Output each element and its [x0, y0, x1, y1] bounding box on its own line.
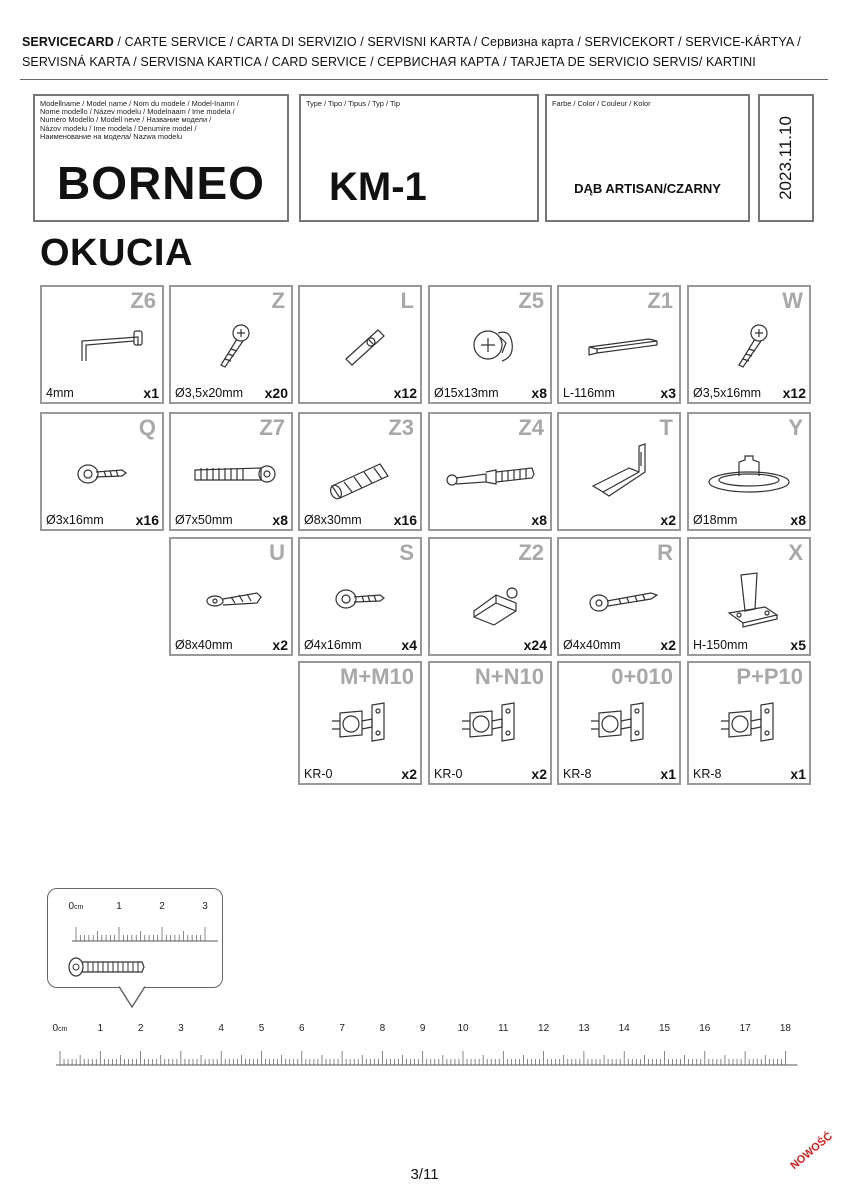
furniture-leg-icon	[699, 567, 801, 629]
part-cell	[298, 412, 422, 531]
ruler-label: 2	[159, 901, 165, 912]
long-screw-icon	[569, 567, 671, 629]
part-dimension: Ø8x30mm	[304, 513, 362, 527]
ruler-label: 11	[498, 1023, 509, 1034]
ruler-label: 16	[699, 1023, 711, 1034]
handle-icon	[569, 315, 671, 377]
section-title: OKUCIA	[40, 232, 193, 274]
header-divider	[20, 79, 828, 80]
ruler-label: 8	[379, 1023, 386, 1034]
confirmat-screw-icon	[69, 958, 144, 976]
big-ruler	[40, 1015, 810, 1075]
part-cell	[687, 661, 811, 785]
part-code: Q	[138, 415, 156, 440]
part-cell	[169, 412, 293, 531]
part-cell	[428, 661, 552, 785]
part-cell	[428, 285, 552, 404]
ruler-unit: cm	[58, 1026, 68, 1033]
part-cell	[428, 537, 552, 656]
allen-key-icon	[52, 315, 154, 377]
model-name-box	[33, 94, 289, 222]
model-name-label	[40, 100, 239, 141]
date-value: 2023.11.10	[776, 116, 795, 200]
part-dimension: Ø15x13mm	[434, 386, 499, 400]
part-quantity: x4	[401, 637, 417, 653]
ruler-unit: cm	[74, 904, 84, 911]
part-dimension: Ø4x16mm	[304, 638, 362, 652]
part-dimension: Ø18mm	[693, 513, 738, 527]
screw-icon	[699, 315, 801, 377]
ruler-label: 1	[97, 1023, 104, 1034]
washer-screw-icon	[310, 567, 412, 629]
part-code: U	[269, 540, 285, 565]
color-box	[545, 94, 750, 222]
ruler-label: 6	[299, 1023, 305, 1034]
hinge-icon	[699, 691, 801, 753]
part-quantity: x2	[272, 637, 288, 653]
part-code: P+P10	[736, 664, 803, 689]
ruler-label: 0cm	[52, 1023, 68, 1034]
color-label: Farbe / Color / Couleur / Kolor	[552, 99, 651, 108]
ruler-label: 5	[258, 1023, 265, 1034]
model-label-line: Наименование на модела/ Nazwa modelu	[40, 131, 183, 141]
part-quantity: x16	[393, 512, 417, 528]
part-cell	[40, 285, 164, 404]
part-quantity: x16	[135, 512, 159, 528]
ruler-label: 7	[339, 1023, 345, 1034]
part-quantity: x2	[660, 512, 676, 528]
part-code: Z3	[388, 415, 414, 440]
part-quantity: x12	[782, 385, 806, 401]
part-code: Z1	[647, 288, 673, 313]
part-cell	[40, 412, 164, 531]
part-quantity: x12	[393, 385, 417, 401]
part-quantity: x2	[660, 637, 676, 653]
wall-bracket-icon	[569, 442, 671, 504]
part-cell	[557, 661, 681, 785]
ruler-label: 13	[578, 1023, 590, 1034]
part-cell	[298, 661, 422, 785]
part-dimension: KR-0	[304, 767, 333, 781]
part-code: Z7	[259, 415, 285, 440]
new-stamp: NOWOŚĆ	[788, 1130, 835, 1172]
part-quantity: x1	[660, 766, 676, 782]
part-dimension: L-116mm	[563, 386, 615, 400]
hinge-icon	[440, 691, 542, 753]
ruler-label: 3	[202, 901, 208, 912]
part-dimension: Ø3,5x16mm	[693, 386, 762, 400]
type-box	[299, 94, 539, 222]
hinge-icon	[569, 691, 671, 753]
shelf-pin-icon	[310, 315, 412, 377]
part-cell	[557, 412, 681, 531]
part-cell	[298, 285, 422, 404]
part-code: L	[400, 288, 414, 313]
model-label-line: Numéro Modello / Modell neve / Название модели /	[40, 115, 212, 125]
part-dimension: Ø8x40mm	[175, 638, 233, 652]
ruler-label: 10	[457, 1023, 469, 1034]
ruler-label: 17	[739, 1023, 751, 1034]
type-value: KM-1	[329, 165, 427, 209]
ruler-label: 15	[658, 1023, 671, 1034]
part-code: Z	[271, 288, 285, 313]
part-code: Y	[788, 415, 803, 440]
date-box	[758, 94, 814, 222]
part-dimension: KR-8	[563, 767, 592, 781]
wooden-dowel-icon	[310, 442, 412, 504]
part-code: Z5	[518, 288, 544, 313]
header-line-1-rest: / CARTE SERVICE / CARTA DI SERVIZIO / SERVISNI KARTA / Сервизна карта / SERVICEKORT / SERVICE-KÁRTYA /	[113, 35, 801, 49]
hinge-icon	[310, 691, 412, 753]
part-cell	[687, 285, 811, 404]
part-quantity: x8	[531, 385, 547, 401]
part-cell	[169, 285, 293, 404]
part-cell	[687, 537, 811, 656]
ruler-label: 9	[419, 1023, 426, 1034]
type-label: Type / Tipo / Tipus / Typ / Tip	[306, 99, 400, 108]
part-dimension: Ø4x40mm	[563, 638, 621, 652]
corner-block-icon	[440, 567, 542, 629]
furniture-glide-icon	[699, 442, 801, 504]
part-quantity: x3	[660, 385, 676, 401]
washer-screw-icon	[52, 442, 154, 504]
header-line-2: SERVISNÁ KARTA / SERVISNA KARTICA / CARD SERVICE / СЕРВИСНАЯ КАРТА / TARJETA DE SERVICIO SERVIS/ KARTINI	[22, 55, 756, 69]
model-label-line: Modellname / Model name / Nom du modele / Model-Inamn /	[40, 99, 239, 108]
part-dimension: H-150mm	[693, 638, 748, 652]
scale-callout	[47, 888, 223, 988]
cam-bolt-icon	[440, 442, 542, 504]
part-code: S	[399, 540, 414, 565]
part-quantity: x2	[531, 766, 547, 782]
page-number: 3/11	[410, 1166, 439, 1183]
part-code: 0+010	[611, 664, 673, 689]
small-ruler	[48, 889, 224, 989]
model-label-line: Názov modelu / Ime modela / Denumire model /	[40, 123, 197, 133]
model-name-value: BORNEO	[57, 157, 265, 209]
part-code: Z6	[130, 288, 156, 313]
ruler-label: 14	[618, 1023, 630, 1034]
part-quantity: x8	[272, 512, 288, 528]
part-quantity: x2	[401, 766, 417, 782]
header-line-1	[22, 35, 801, 49]
part-dimension: Ø3x16mm	[46, 513, 104, 527]
part-quantity: x1	[790, 766, 806, 782]
ruler-label: 4	[218, 1023, 224, 1034]
part-code: T	[659, 415, 673, 440]
ruler-label: 0cm	[68, 901, 84, 912]
part-cell	[169, 537, 293, 656]
part-code: N+N10	[474, 664, 544, 689]
cam-lock-icon	[440, 315, 542, 377]
ruler-label: 3	[178, 1023, 184, 1034]
part-dimension: 4mm	[46, 386, 74, 400]
part-cell	[557, 285, 681, 404]
part-quantity: x24	[523, 637, 547, 653]
ruler-label: 12	[538, 1023, 550, 1034]
part-quantity: x1	[143, 385, 159, 401]
part-cell	[428, 412, 552, 531]
part-cell	[298, 537, 422, 656]
part-dimension: KR-0	[434, 767, 463, 781]
part-quantity: x20	[264, 385, 288, 401]
header-servicecard: SERVICECARD	[22, 35, 114, 49]
part-code: M+M10	[340, 664, 414, 689]
ruler-label: 1	[116, 901, 122, 912]
ruler-label: 18	[779, 1023, 791, 1034]
part-dimension: Ø3,5x20mm	[175, 386, 244, 400]
callout-pointer	[118, 985, 146, 1009]
part-dimension: Ø7x50mm	[175, 513, 233, 527]
part-code: Z2	[518, 540, 544, 565]
part-quantity: x8	[790, 512, 806, 528]
part-quantity: x8	[531, 512, 547, 528]
part-code: R	[657, 540, 673, 565]
part-code: X	[788, 540, 803, 565]
part-code: Z4	[518, 415, 544, 440]
model-label-line: Nome modello / Název modelu / Modelnaam / Ime modela /	[40, 107, 235, 117]
wall-plug-icon	[181, 567, 283, 629]
confirmat-screw-icon	[181, 442, 283, 504]
part-cell	[557, 537, 681, 656]
part-code: W	[782, 288, 803, 313]
part-cell	[687, 412, 811, 531]
color-value: DĄB ARTISAN/CZARNY	[574, 181, 721, 196]
screw-icon	[181, 315, 283, 377]
part-quantity: x5	[790, 637, 806, 653]
part-dimension: KR-8	[693, 767, 722, 781]
ruler-label: 2	[137, 1023, 144, 1034]
